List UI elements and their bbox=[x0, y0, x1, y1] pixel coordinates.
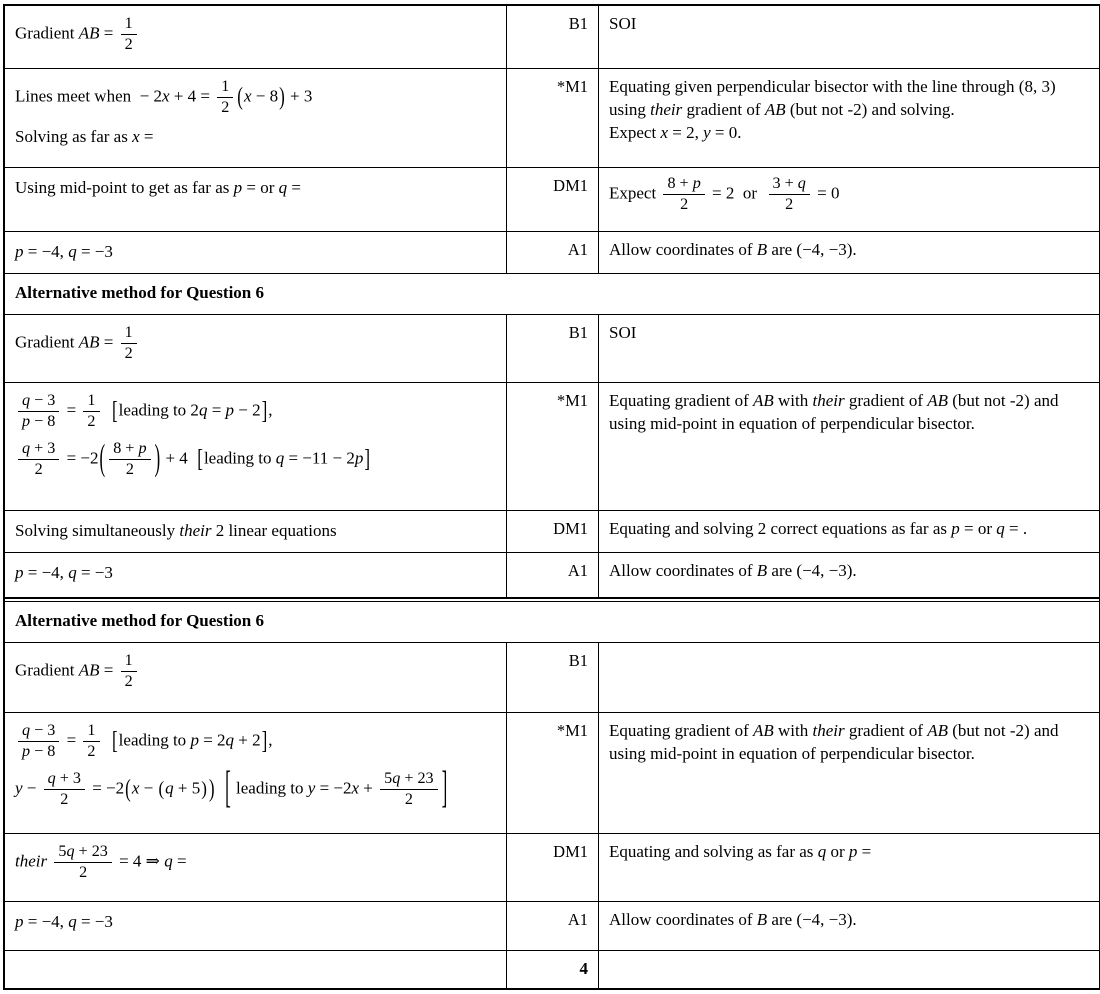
italic-text: p bbox=[138, 440, 147, 458]
marks-cell: A1 bbox=[507, 553, 599, 597]
fraction: $\frac{1}{2}$ bbox=[121, 324, 137, 363]
italic-text: AB bbox=[927, 390, 949, 410]
italic-text: q bbox=[22, 721, 31, 739]
marks-cell: A1 bbox=[507, 902, 599, 950]
bracket: [ bbox=[112, 395, 118, 425]
italic-text: AB bbox=[764, 99, 786, 119]
italic-text: AB bbox=[927, 720, 949, 740]
table-row bbox=[5, 6, 1099, 69]
guidance-cell: SOI bbox=[609, 14, 637, 33]
math-line: p = −4, q = −3 bbox=[15, 242, 113, 261]
math-line: $\frac{q + 3}{2}$ = −2( $\frac{8 + p}{2}$ ) + 4 [leading to q = −11 − 2p] bbox=[15, 440, 496, 479]
answer-cell bbox=[5, 643, 507, 712]
italic-text: AB bbox=[753, 390, 774, 410]
answer-cell bbox=[5, 511, 507, 552]
marks-cell: A1 bbox=[507, 232, 599, 273]
italic-text: q bbox=[22, 440, 31, 458]
fraction: $\frac{q + 3}{2}$ bbox=[18, 440, 59, 479]
math-line: y − $\frac{q + 3}{2}$ = −2(x − (q + 5) ) [ leading to y = −2x + $\frac{5q + 23}{2}$ ] bbox=[15, 770, 496, 809]
italic-text: p bbox=[848, 841, 858, 861]
italic-text: q bbox=[225, 730, 235, 750]
marks-cell: DM1 bbox=[507, 511, 599, 552]
math-line: p = −4, q = −3 bbox=[15, 562, 113, 582]
italic-text: y bbox=[15, 778, 23, 798]
italic-text: y bbox=[703, 122, 711, 142]
guidance-cell bbox=[599, 951, 1099, 988]
italic-text: q bbox=[392, 770, 401, 788]
bracket: ) bbox=[154, 436, 161, 479]
italic-text: p bbox=[354, 448, 364, 468]
italic-text: y bbox=[307, 778, 316, 798]
bracket: ) bbox=[208, 774, 215, 803]
math-line: $\frac{q - 3}{p - 8}$ = $\frac{1}{2}$ [leading to p = 2q + 2], bbox=[15, 722, 496, 761]
section-heading: Alternative method for Question 6 bbox=[15, 282, 264, 302]
bracket: ( bbox=[237, 81, 243, 111]
italic-text: B bbox=[756, 240, 768, 259]
italic-text: p bbox=[951, 518, 960, 538]
italic-text: q bbox=[66, 842, 75, 860]
italic-text: q bbox=[278, 178, 288, 197]
italic-text: their bbox=[812, 720, 845, 740]
math-line: Solving as far as x = bbox=[15, 127, 154, 147]
bracket: [ bbox=[225, 762, 231, 812]
bracket: ] bbox=[261, 395, 268, 425]
italic-text: p bbox=[225, 400, 235, 420]
answer-cell bbox=[5, 315, 507, 382]
bracket: ( bbox=[125, 774, 131, 803]
italic-text: p bbox=[15, 911, 24, 931]
answer-cell bbox=[5, 6, 507, 68]
italic-text: q bbox=[68, 911, 77, 931]
table-row bbox=[5, 511, 1099, 553]
table-row bbox=[5, 713, 1099, 834]
mark-scheme-table bbox=[3, 4, 1100, 990]
marks-cell: B1 bbox=[507, 315, 599, 382]
italic-text: x bbox=[351, 778, 360, 798]
answer-cell bbox=[5, 69, 507, 167]
marks-cell: *M1 bbox=[507, 383, 599, 510]
section-heading-row bbox=[5, 598, 1099, 643]
math-line: Gradient AB = $\frac{1}{2}$ bbox=[15, 652, 496, 691]
answer-cell bbox=[5, 553, 507, 597]
italic-text: p bbox=[190, 730, 199, 750]
fraction: $\frac{5q + 23}{2}$ bbox=[54, 843, 111, 882]
italic-text: x bbox=[660, 122, 668, 142]
italic-text: p bbox=[22, 413, 31, 431]
math-line: p = −4, q = −3 bbox=[15, 911, 113, 931]
fraction: $\frac{1}{2}$ bbox=[121, 15, 137, 54]
italic-text: their bbox=[812, 390, 845, 410]
guidance-cell: Equating and solving 2 correct equations as far as p = or q = . bbox=[609, 518, 1028, 538]
fraction: $\frac{q + 3}{2}$ bbox=[44, 770, 85, 809]
bracket: ] bbox=[364, 444, 371, 473]
marks-cell: DM1 bbox=[507, 834, 599, 901]
italic-text: their bbox=[179, 520, 212, 540]
table-row bbox=[5, 834, 1099, 902]
guidance-cell: Expect $\frac{8 + p}{2}$ = 2 or $\frac{3 + q}{2}$ = 0 bbox=[609, 175, 840, 214]
marks-cell: *M1 bbox=[507, 69, 599, 167]
guidance-cell bbox=[599, 643, 1099, 712]
bracket: ( bbox=[99, 436, 106, 479]
answer-cell bbox=[5, 834, 507, 901]
italic-text: x bbox=[161, 86, 170, 106]
italic-text: q bbox=[198, 400, 208, 420]
italic-text: p bbox=[15, 562, 24, 582]
fraction: $\frac{8 + p}{2}$ bbox=[109, 440, 150, 479]
answer-cell bbox=[5, 383, 507, 510]
bracket: [ bbox=[112, 725, 118, 755]
bracket: ] bbox=[261, 725, 268, 755]
fraction: $\frac{5q + 23}{2}$ bbox=[380, 770, 437, 809]
italic-text: p bbox=[22, 743, 31, 761]
italic-text: p bbox=[233, 178, 243, 197]
guidance-cell: Equating and solving as far as q or p = bbox=[609, 841, 872, 861]
italic-text: x bbox=[243, 86, 252, 106]
bracket: ) bbox=[201, 777, 207, 800]
italic-text: q bbox=[164, 851, 173, 871]
math-line: Using mid-point to get as far as p = or q = bbox=[15, 178, 301, 197]
italic-text: their bbox=[15, 851, 48, 871]
table-row bbox=[5, 315, 1099, 383]
guidance-cell: Allow coordinates of B are (−4, −3). bbox=[609, 560, 857, 580]
fraction: $\frac{3 + q}{2}$ bbox=[769, 175, 810, 214]
table-row bbox=[5, 69, 1099, 168]
italic-text: q bbox=[165, 778, 174, 798]
section-heading: Alternative method for Question 6 bbox=[15, 610, 264, 630]
fraction: $\frac{1}{2}$ bbox=[83, 722, 99, 761]
fraction: $\frac{q - 3}{p - 8}$ bbox=[18, 722, 59, 761]
italic-text: their bbox=[650, 99, 683, 119]
math-line: Lines meet when − 2x + 4 = $\frac{1}{2}$ (x − 8) + 3 bbox=[15, 78, 313, 117]
italic-text: q bbox=[22, 391, 31, 409]
table-row bbox=[5, 553, 1099, 598]
fraction: $\frac{q - 3}{p - 8}$ bbox=[18, 392, 59, 431]
italic-text: q bbox=[275, 448, 285, 468]
italic-text: q bbox=[996, 518, 1005, 538]
marks-cell: *M1 bbox=[507, 713, 599, 833]
italic-text: B bbox=[756, 560, 768, 580]
guidance-cell: SOI bbox=[609, 322, 637, 342]
italic-text: AB bbox=[78, 660, 100, 680]
math-line: Gradient AB = $\frac{1}{2}$ bbox=[15, 324, 496, 363]
bracket: [ bbox=[197, 444, 203, 473]
italic-text: q bbox=[68, 242, 77, 261]
bracket: ( bbox=[158, 777, 165, 800]
marks-cell: DM1 bbox=[507, 168, 599, 231]
italic-text: p bbox=[15, 242, 24, 261]
answer-cell bbox=[5, 168, 507, 231]
italic-text: x bbox=[131, 778, 140, 798]
math-line: Gradient AB = $\frac{1}{2}$ bbox=[15, 15, 496, 54]
answer-cell bbox=[5, 713, 507, 833]
bracket: ) bbox=[279, 81, 285, 111]
answer-cell bbox=[5, 951, 507, 988]
italic-text: q bbox=[68, 562, 77, 582]
fraction: $\frac{1}{2}$ bbox=[121, 652, 137, 691]
marks-cell: B1 bbox=[507, 6, 599, 68]
marks-cell: 4 bbox=[507, 951, 599, 988]
guidance-cell: Equating gradient of AB with their gradient of AB (but not -2) and using mid-point in equation of perpendicular bisector. bbox=[609, 720, 1059, 763]
table-row bbox=[5, 951, 1099, 988]
fraction: $\frac{1}{2}$ bbox=[83, 392, 99, 431]
math-line: their $\frac{5q + 23}{2}$ = 4 ⇒ q = bbox=[15, 842, 187, 882]
table-row bbox=[5, 902, 1099, 951]
italic-text: AB bbox=[78, 23, 100, 43]
italic-text: q bbox=[47, 770, 56, 788]
table-row bbox=[5, 232, 1099, 274]
math-line: $\frac{q - 3}{p - 8}$ = $\frac{1}{2}$ [leading to 2q = p − 2], bbox=[15, 392, 496, 431]
italic-text: x bbox=[132, 127, 140, 147]
fraction: $\frac{1}{2}$ bbox=[217, 78, 233, 117]
italic-text: AB bbox=[753, 720, 774, 740]
guidance-cell: Allow coordinates of B are (−4, −3). bbox=[609, 909, 857, 929]
fraction: $\frac{8 + p}{2}$ bbox=[663, 175, 704, 214]
table-row bbox=[5, 168, 1099, 232]
guidance-cell: Allow coordinates of B are (−4, −3). bbox=[609, 240, 857, 259]
italic-text: q bbox=[817, 841, 827, 861]
section-heading-row bbox=[5, 274, 1099, 315]
bracket: ] bbox=[441, 762, 448, 812]
guidance-cell: Equating given perpendicular bisector with the line through (8, 3) using their gradient of AB (but not -2) and solving. Expect x = 2, y = 0. bbox=[609, 77, 1056, 142]
italic-text: AB bbox=[78, 332, 100, 352]
table-row bbox=[5, 383, 1099, 511]
answer-cell bbox=[5, 902, 507, 950]
italic-text: p bbox=[692, 175, 701, 192]
italic-text: B bbox=[756, 909, 768, 929]
marks-cell: B1 bbox=[507, 643, 599, 712]
table-row bbox=[5, 643, 1099, 713]
answer-cell bbox=[5, 232, 507, 273]
guidance-cell: Equating gradient of AB with their gradient of AB (but not -2) and using mid-point in equation of perpendicular bisector. bbox=[609, 390, 1059, 433]
italic-text: q bbox=[797, 175, 806, 192]
math-line: Solving simultaneously their 2 linear equations bbox=[15, 520, 337, 540]
